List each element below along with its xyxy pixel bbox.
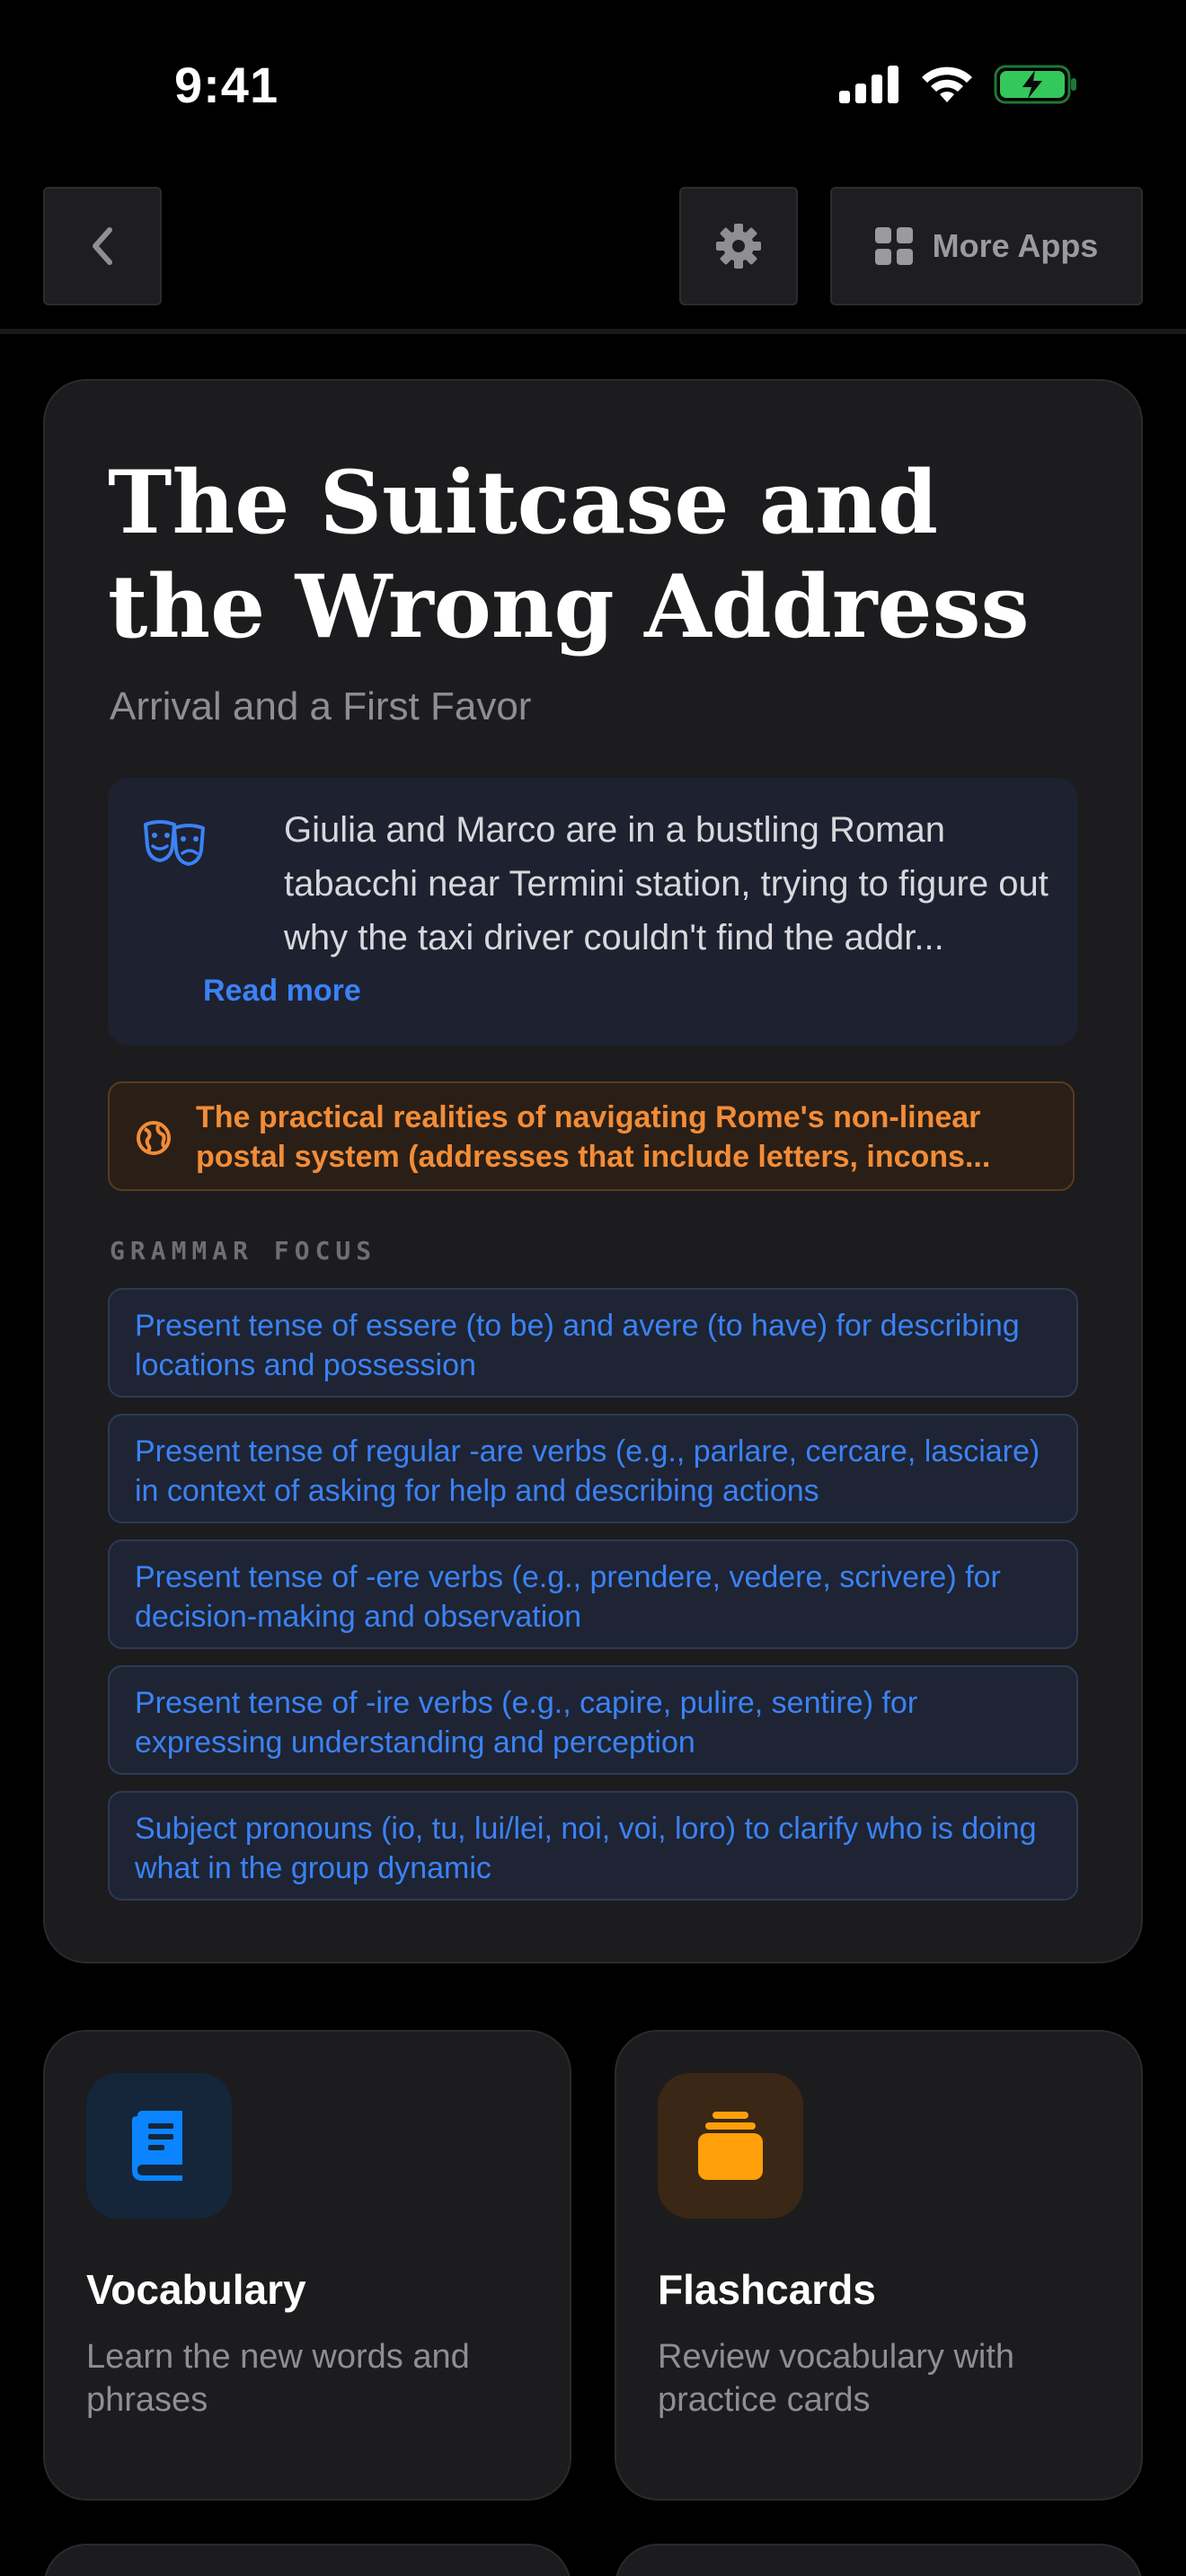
lesson-card: [43, 379, 1143, 1963]
toolbar: [0, 187, 1186, 331]
scene-summary: [108, 778, 1078, 1045]
grid-icon: [875, 227, 913, 265]
flashcards-stack-icon: [698, 2112, 763, 2180]
wifi-icon: [920, 65, 974, 104]
vocabulary-description: Learn the new words and phrases: [86, 2338, 470, 2419]
next-card-peek[interactable]: [43, 2544, 571, 2576]
read-more-link[interactable]: Read more: [203, 974, 361, 1008]
flashcards-title: Flashcards: [658, 2266, 876, 2313]
grammar-item[interactable]: Present tense of -ere verbs (e.g., prendere, vedere, scrivere) for decision-making and observation: [108, 1539, 1078, 1649]
theater-masks-icon: [142, 816, 207, 869]
grammar-item[interactable]: Present tense of essere (to be) and avere (to have) for describing locations and possession: [108, 1288, 1078, 1398]
flashcards-icon-tile: [658, 2073, 803, 2219]
grammar-focus-list: [108, 1288, 1078, 1917]
lesson-subtitle: Arrival and a First Favor: [110, 684, 532, 728]
cellular-signal-icon: [839, 66, 900, 103]
scene-text: Giulia and Marco are in a bustling Roman tabacchi near Termini station, trying to figure out why the taxi driver couldn't find the addr...: [284, 810, 1049, 957]
culture-text: The practical realities of navigating Rome's non-linear postal system (addresses that include letters, incons...: [196, 1100, 991, 1174]
next-card-peek[interactable]: [615, 2544, 1143, 2576]
settings-button[interactable]: [679, 187, 798, 305]
vocabulary-card[interactable]: [43, 2030, 571, 2501]
more-apps-button[interactable]: [830, 187, 1143, 305]
culture-note[interactable]: [108, 1081, 1075, 1191]
gear-icon: [715, 223, 762, 269]
chevron-left-icon: [86, 225, 119, 268]
status-icons: [839, 65, 1078, 104]
battery-charging-icon: [994, 65, 1078, 104]
grammar-item[interactable]: Present tense of regular -are verbs (e.g., parlare, cercare, lasciare) in context of asking for help and describing actions: [108, 1414, 1078, 1523]
globe-icon: [137, 1121, 171, 1155]
grammar-focus-heading: GRAMMAR FOCUS: [110, 1236, 377, 1266]
toolbar-divider: [0, 329, 1186, 334]
more-apps-label: More Apps: [932, 227, 1099, 264]
flashcards-card[interactable]: [615, 2030, 1143, 2501]
vocabulary-title: Vocabulary: [86, 2266, 306, 2313]
book-icon: [130, 2111, 188, 2181]
status-bar: [0, 0, 1186, 171]
back-button[interactable]: [43, 187, 162, 305]
lesson-title: The Suitcase and the Wrong Address: [108, 452, 1030, 657]
vocabulary-icon-tile: [86, 2073, 232, 2219]
grammar-item[interactable]: Subject pronouns (io, tu, lui/lei, noi, voi, loro) to clarify who is doing what in the group dynamic: [108, 1791, 1078, 1901]
flashcards-description: Review vocabulary with practice cards: [658, 2338, 1015, 2419]
status-time: 9:41: [174, 57, 279, 113]
grammar-item[interactable]: Present tense of -ire verbs (e.g., capire, pulire, sentire) for expressing understanding and perception: [108, 1665, 1078, 1775]
